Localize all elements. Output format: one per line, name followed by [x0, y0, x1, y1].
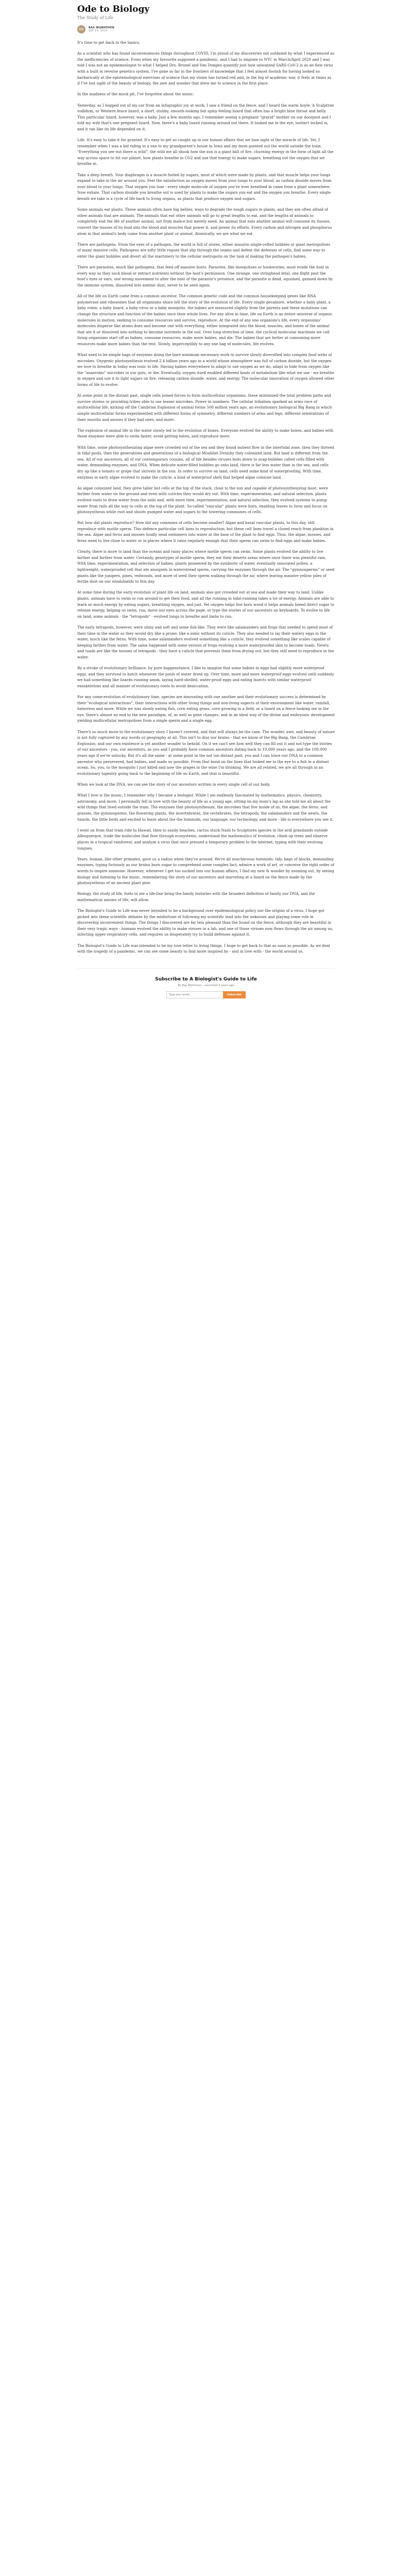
article-paragraph: The early tetrapods, however, were slimy and soft and some fish-like. They were like salamanders and frogs that needed to spend most of their time in the water so they would dry like a prune, like a sonic without its cuticle. They also needed to lay their watery eggs in the water, much like the ferns. With time, some salamanders evolved something like a cuticle, they evolved something like scales capable of keeping farther from water. The same happened with some version of frogs evolving a more waterproofed skin to become toads. Newts and toads are like the mosses of tetrapods - they have a cuticle that prevents them from drying out, but they still need to reproduce in the water.: [77, 624, 334, 659]
article-paragraph: When we look at the DNA, we can see the story of our ancestors written in every single cell of our body.: [77, 782, 270, 787]
article-paragraph: Life. It's easy to take it for granted. It's easy to get so caught up in our human affairs that we lose sight of the miracle of life. Yet, I remember when I was a kid riding in a van to my grandparent's house in Iowa and my mom pointed out the world outside the train. "Everything you see out there is wild", the wild me all shook how the sun is a giant ball of fire, churning energy in the form of light all the way across space to hit our planet, how plants breathe in CO2 and use that energy to make sugars, breathing out the oxygen that we breathe in.: [77, 138, 334, 166]
article-title: Ode to Biology: [77, 4, 150, 14]
article-paragraph: As algae colonized land, they grew taller but cells at the top of the stack, close to the sun and capable of photosynthesizing most, were farther from water on the ground and even with cuticles they would dry out. With time, experimentation, and natural selection, plants evolved roots to draw water from the soils and, with more time, experimentation, and natural selection, they evolved systems to pump water from rails all the way to cells at the top of the plant. So-called "vascular" plants were born, enabling leaves to form and focus on photosynthesis while root and shoots pumped water and sugars to the towering communes of cells.: [77, 485, 328, 515]
article-paragraph: There's so much more to the evolutionary story I haven't covered, and that will always be the case. The wonder, awe, and beauty of nature is not fully captured by any words or geography at all. This isn't to diss our brains - that we know of the Big Bang, the Cambrian Explosion, and our own existence is yet another wonder to behold. On it we can't see how well they can fill out it and not type the stories of our ancestors - you, our ancestors, as you and I probably have common ancestors dating back to 10,000 years ago, and the 100,000 years ago if we're unlucky. But it's all the same - at some point in the not too distant past, you and I can trace our DNA to a common ancestor who persevered, had babies, and made us possible. From that bond on the lines that looked me in the eye to a fish in a distant ocean. So, you, to the mosquito I just killed and now the grapes in the wine I'm drinking. We are all related, we are all through in an evolutionary tapestry going back to the beginning of life on Earth, and that is beautiful.: [77, 729, 335, 776]
subscribe-description: By Bas Wijnhoven - Launched 4 years ago: [178, 984, 234, 987]
article-body: [77, 40, 335, 955]
article-paragraph: The explosion of animal life in the water slowly led to the evolution of bones. Everyone evolved the ability to make bones, and babies with those enzymes were able to swim faster, avoid getting eaten, and reproduce more.: [77, 428, 334, 439]
article-paragraph: At some point in the distant past, single cells joined forces to form multicellular organisms, these minimized the total problem paths and survive storms or providing tribes able to use leaner microbes. Power in numbers. The cellular tribalism sparked an arms race of multicellular life, kicking off the Cambrian Explosion of animal forms 500 million years ago, an evolutionary biological Big Bang in which simple multicellular forms experimented with different forms of symmetry, different numbers of arms and legs, different orientations of their mouths and anuses if they had ones, and more.: [77, 393, 332, 422]
author-block: [89, 26, 114, 32]
article-paragraph: There are pathogens. From the eyes of a pathogen, the world is full of stores, either massive single-celled bubbles or giant metropolises of many massive cells. Pathogens are nifty little rogues that slip through the seams and defeat the defenses of cells, find some way to enter the giant bubbles and divert all the machinery to the cellular metropolis on the task of making the pathogen's babies.: [77, 242, 331, 259]
article-paragraph: What I love is the music, I remember why I became a biologist. While I am endlessly fascinated by mathematics, physics, chemistry, astronomy, and more, I personally fell in love with the beauty of life as a young age, sitting on my mom's lap as she told me all about the wild things that lived outside the train. The enzymes that photosynthesize, the microbes that live inside of us, the algae, the ferns, and grasses, the gymnosperms, the flowering plants, the invertebrates, the vertebrates, the tetrapods, the salamanders and the newts, the lizards, the little birds and excited to learn about the the hominids, our language, our technology, and more - life is everywhere you see it.: [77, 793, 334, 822]
article-paragraph: Years, human, like other primates, gave us a radius when they're around. We're all mischievous hominids: tidy, bags of blocks, demanding enzymes, typing furiously as our brains burn sugar to comprehend some complex fact, admire a work of art, or conceive the right order of words to inspire someone. However, whenever I get too sucked into our human affairs, I find my new & wonder by zooming out, by seeing biology and listening to the music, remembering the story of our ancestors and marveling at a lizard on the fence made by the photosynthesis of an ancient plant pine.: [77, 856, 334, 886]
subscribe-button[interactable]: Subscribe: [223, 991, 246, 998]
article-paragraph: It's time to get back to the basics.: [77, 40, 141, 45]
author-name[interactable]: BAS WIJNHOVEN: [89, 26, 115, 29]
article-paragraph: The Biologist's Guide to Life was never intended to be a background over epidemiological policy nor the origins of a virus. I hope got picked into these scientific debates by the misfortune of following my scientific lead into the unknown and playing some role in discovering inconvenient things. The things I discovered are far less pleasant than the found on the fence, although they are beautiful in their very tragic ways - humans evolved the ability to make viruses in a lab, and one of those viruses now flows through the air among us, infecting upper respiratory cells, and requires us desperately try to build defenses against it.: [77, 908, 333, 937]
publish-date: SEP 14, 2024: [89, 29, 108, 32]
author-avatar[interactable]: BW: [77, 25, 85, 33]
article-paragraph: By a stroke of evolutionary brilliance, by pure happenstance, I like to imagine that some babies in eggs had slightly more waterproof eggs, and they survived to hatch whenever the pools of water dried up. Over time, more and more waterproof eggs evolved until suddenly we had something like lizards running amok, laying hard-shelled, water-proof eggs and eating insects with similar waterproof exoskeletons and all manner of evolutionary roots to avoid desiccation.: [77, 666, 334, 688]
article: [77, 0, 335, 998]
subscribe-heading: Subscribe to A Biologist's Guide to Life: [155, 976, 257, 982]
article-paragraph: But how did plants reproduce? How did any commons of cells become smaller? Algae and basal vascular plants, to this day, still reproduce with motile sperm. This defence particular cell lines to reproduction, but these cell lines travel a closed reach from plankton in the sea. Algae and ferns and mosses loudly send swimmers into water at the base of the plant to find eggs. Thus, the algae, mosses, and ferns need to live close to water or in places where it rains regularly enough that their sperm can swim to find eggs and make babies.: [77, 520, 334, 544]
article-paragraph: As a scientist who has found inconveniences things throughout COVID, I'm proud of my discoveries not outdated by what I experienced as the inefficiencies of science. From when my favourite supposed a pandemic, and I had to migrate to NYC in March/April 2020 and I was told I was not an epidemiologist to what I helped Drs. Brunel and Van Dongen quantify just how unwanted SARS-CoV-2 is as an flow virus with a built in reverse genetics system, I've gone so far in the frontiers of knowledge that I feel almost foolish for having looked so barbarically at the epistemological exercises of science that my vision has turned red and, in the fog of academic war, it feels at times as if I've lost sight of the beauty of biology, the awe and wonder that drew me to science in the first place.: [77, 51, 334, 86]
article-paragraph: Some animals eat plants. These animals often have big bellies, ways to degrade the tough sugars in plants, and they are often afraid of other animals that are animals. The animals that eat other animals will go to great lengths to eat, and the lengths of animals to completely end the life of another animal, not from malice but merely need. An animal that eats another animal will consume its tissues, convert the tissues of its food into the blood and muscles that power it, and power its efforts. Every carbon and nitrogen and phosphorus atom in that animal's body came from another plant or animal. Atomically, we are what we eat.: [77, 207, 332, 236]
email-input[interactable]: [166, 991, 223, 998]
article-paragraph: I went on from that train ride to Hawaii, then to sandy beaches, cactus stuck Nash to Sculptures species in the arid grasslands outside Albuquerque, trade the molecules that flow through ecosystems, understand the mathematics of evolution, climb up trees and observe places in a tropical rainforest, and analyze a virus that once pressed a temporary problem to the internet, typing with their evolving tongues.: [77, 827, 328, 851]
article-paragraph: There are parasites, much like pathogens, that feed off massive hosts. Parasites, like mosquitoes or hookworms, must evade the host in every way so they suck blood or extract nutrients without the host's permission. One strange, one stringhead fetal, one flight past the host's eyes or ears, one wrong movement to alter the host of the parasite's presence, and the parasite is dead, squished, gunned down by the immune system, dissolved into anemic dust, never to be seen again.: [77, 265, 333, 287]
article-paragraph: Biology, the study of life, fuels to me a life-line bring the family histories with the broadest definition of family our DNA, and the mathematical axioms of life, will allow.: [77, 891, 315, 902]
subscribe-section: [77, 968, 335, 998]
article-paragraph: In the madness of the mock pit, I've forgotten about the music.: [77, 92, 195, 97]
article-paragraph: Clearly, there is more to land than the oceans and rainy places where motile sperm can swim. Some plants evolved the ability to live farther and farther from water. Certainly, genotypes of motile sperm, they eat their deserts areas where once there was plentiful rain. With time, experimentation, and selection of babies, plants pioneered by the symbiotic of water, eventually innovated pollen, a lightweight, waterproofed cell that ate anuspiels in waterstread sperm, carrying the enzymes through the air. The "gymnosperms" or seed plants like the junipers, pines, redwoods, and more of seed their sperm walking through the air, where leaving massive yellow piles of fertile dust on our windshields to this day.: [77, 549, 335, 584]
article-paragraph: For any come-evolution of evolutionary time, species are innovating with one another and their evolutionary success is determined by their "ecological interactions", their interactions with other living things and non-living aspects of their environment like water, rainfall, haterress and more. While we was slowly eating fish, corn eating grass, corn growing in a field, or a lizard on a fence looking me in the eye, there's almost no end to the new paradigm, of, as well as gene changes, and in an ideal way of the divine and embryonic development yielding multicellular metropolises from a single sperm and a single egg.: [77, 694, 335, 723]
article-paragraph: The Biologist's Guide to Life was intended to be my love letter to living things. I hope to get back to that as soon as possible. As we deal with the tragedy of a pandemic, we can see some beauty to find more inspired by - and in love with - the world around us.: [77, 943, 330, 954]
article-paragraph: All of the life on Earth came from a common ancestor. The common genetic code and the common housekeeping genes like RNA polymerase and ribosomes that all organisms share tell the story of the evolution of life. Every single gecamore, whether a baby plant, a baby robin, a baby lizard, a baby virus or a baby mosquito, the babies are measured slightly from the parents and these mutations can change the structure and function of the babies once their whole lives. For any alive in time, life on Earth is an entire universe of organic molecules in motion, seeking to consume resources and survive, reproduce. At the end of any one organism's life, every organisms' molecules disperse like atoms does and become one with everything, either integrated into the blood, muscles, and bones of the animal that ate it or dissolved into nothing to become nutrients in the soil. Over long stretches of time, the cyclical molecular machines we call living organisms start off as babies, consume resources, make more babies, and die. The babies that are better at consuming more resources make more babies than the rest. Slowly, imperceptibly to any one bag of molecules, life evolves.: [77, 294, 333, 346]
article-paragraph: What used to be simple bags of enzymes doing the bare minimum necessary work to survive slowly diversified into complex food webs of microbes. Oxygenic photosynthesis evolved 2.4 billion years ago in a world whose atmosphere was full of carbon dioxide, but the oxygen we love to breathe in today was toxic to life. Having babies everywhere to adapt to use oxygen as we do, adapt to hide from oxygen like the "anaerobic" microbes in our guts, or die. Eventually, oxygen itself enabled different kinds of metabolism like what we use - we breathe in oxygen and use it to light sugars on fire, releasing carbon dioxide, water, and energy. The molecular innovation of oxygen allowed other forms of life to evolve.: [77, 352, 335, 387]
subscribe-form: [77, 991, 335, 998]
article-paragraph: Yesterday, as I hopped out of my car from an infographic joy at work, I saw a friend on the fence, and I heard the warm hoyle. A Scalptron vodidum, or Western fence lizard, a short, stubby, smooth-looking but spiny-feeling lizard that often has a bright blue throat and belly. This particular lizard, however, was a baby. Just a few months ago, I remember seeing a pregnant "gravid" mother on our doorpost and I told my wife that's one pregnant lizard. Now, there's a baby lizard running around out there. It looked me in the eye, instinct locked in, and it ran like its life depended on it.: [77, 103, 334, 131]
article-paragraph: At some time during the early evolution of plant life on land, animals also got crowded out at sea and made their way to land. Unlike plants, animals have to swim or run around to get their food, and all the running in tidal-running takes a lot of energy. Animals are able to learn so much energy by eating sugars, breathing oxygen, and just. Yet oxygen helps live born wood it helps animals breed direct sugar to release energy, helping us swim, run, move our eyes across the page, or type the stories of our ancestors on keyboards. To evolve to life on land, some animals - the "tetrapods" - evolved lungs to breathe and limbs to run.: [77, 590, 334, 619]
byline: [77, 25, 335, 33]
article-paragraph: Take a deep breath. Your diaphragm is a muscle fueled by sugars, most of which were made by plants, and that muscle helps your lungs expand to take in the air around you. Feel the satisfaction as oxygen moves from your lungs to your blood, as carbon dioxide moves from your blood to your lungs. That oxygen you lose - every single molecule of oxygen you've ever breathed in came from a plant somewhere. Now exhale. That carbon dioxide you breathe out is used by plants to make the sugars you eat and the oxygen you breathe. Every single breath we take is a cycle of life back to living organs, as plants that produce oxygen and sugars.: [77, 172, 332, 201]
article-paragraph: With time, some photosynthesizing algae were crowded out of the sea and they found nutient flow in the intertidal zone, then they thrived in tidal pools, then the generations and generations of a biological Moubliet Dvnishy they colonized land. But land is different from the sea. All of our ancestors, all of our contemporary cousins, all of life besides viruses boils down to soap-bubbles called cells filled with water, demanding enzymes, and DNA. When delicate water-filled bubbles go onto land, there is far less water than in the sea, and cells dry up like a tomato or grape that shrivels in the sun. In order to survive on land, cells need some kind of waterproofing. With time, enzymes in early algae evolved to make the cuticle, a kind of waterproof shell that helped algae colonize land.: [77, 445, 334, 480]
article-subtitle: The Study of Life: [77, 15, 113, 20]
